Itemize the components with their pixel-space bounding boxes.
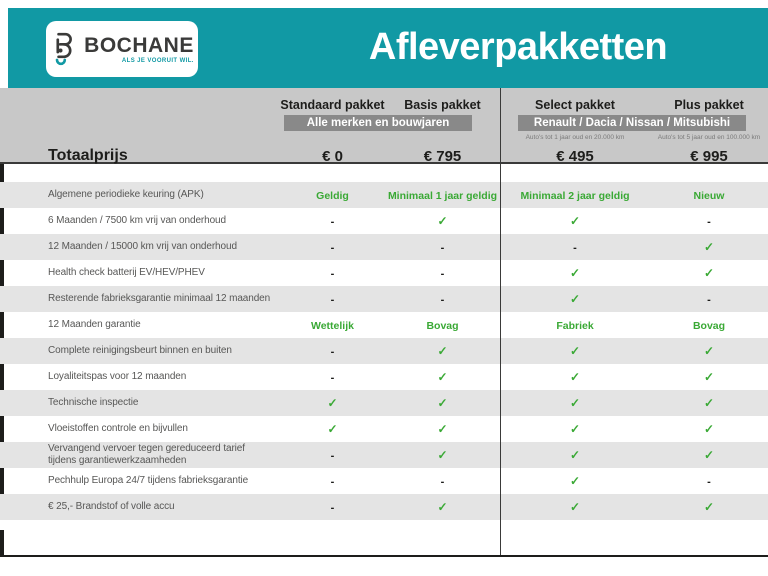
column-header-basis: Basis pakket [404, 98, 481, 112]
spacer-row [0, 164, 768, 182]
check-icon: ✓ [703, 422, 715, 436]
feature-rows [0, 182, 768, 520]
column-header-plus: Plus pakket [674, 98, 744, 112]
bochane-logo-icon [50, 29, 78, 69]
feature-label: 12 Maanden / 15000 km vrij van onderhoud [48, 240, 237, 252]
column-header-standaard: Standaard pakket [280, 98, 385, 112]
check-icon: ✓ [703, 344, 715, 358]
check-icon: ✓ [437, 500, 448, 514]
dash-value: - [573, 242, 577, 254]
check-icon: ✓ [327, 396, 338, 410]
check-icon: ✓ [437, 422, 448, 436]
feature-label: Loyaliteitspas voor 12 maanden [48, 370, 187, 382]
top-banner [8, 8, 768, 88]
feature-label: € 25,- Brandstof of volle accu [48, 500, 175, 512]
check-icon: ✓ [569, 474, 581, 488]
check-icon: ✓ [569, 370, 581, 384]
table-row [0, 364, 768, 390]
feature-label: Algemene periodieke keuring (APK) [48, 188, 204, 200]
dash-value: - [330, 372, 335, 384]
dash-value: - [440, 268, 445, 280]
check-icon: ✓ [437, 344, 448, 358]
badge-all-brands: Alle merken en bouwjaren [284, 115, 472, 131]
feature-table-body [0, 164, 768, 520]
check-icon: ✓ [437, 370, 448, 384]
table-row [0, 416, 768, 442]
feature-label: Vervangend vervoer tegen gereduceerd tarief tijdens garantiewerkzaamheden [48, 442, 245, 466]
check-icon: ✓ [703, 500, 715, 514]
note-select: Auto's tot 1 jaar oud en 20.000 km [525, 134, 625, 141]
brand-tagline: ALS JE VOORUIT WIL. [121, 57, 194, 64]
table-row [0, 286, 768, 312]
table-bottom-line [0, 555, 768, 557]
price-basis: € 795 [423, 147, 462, 165]
dash-value: - [330, 216, 335, 228]
feature-label: Pechhulp Europa 24/7 tijdens fabrieksgarantie [48, 474, 249, 486]
feature-label: Vloeistoffen controle en bijvullen [48, 422, 188, 434]
check-icon: ✓ [437, 448, 448, 462]
dash-value: - [707, 294, 711, 306]
check-icon: ✓ [569, 344, 581, 358]
badge-brands: Renault / Dacia / Nissan / Mitsubishi [518, 115, 746, 131]
price-select: € 495 [556, 147, 594, 165]
dash-value: - [440, 242, 445, 254]
column-header-select: Select pakket [535, 98, 615, 112]
table-row [0, 312, 768, 338]
table-row [0, 260, 768, 286]
check-icon: ✓ [437, 214, 448, 228]
table-row [0, 338, 768, 364]
check-icon: ✓ [703, 448, 715, 462]
check-icon: ✓ [569, 500, 581, 514]
table-row [0, 442, 768, 468]
check-icon: ✓ [703, 396, 715, 410]
dash-value: - [707, 216, 711, 228]
table-row [0, 208, 768, 234]
feature-label: Health check batterij EV/HEV/PHEV [48, 266, 205, 278]
check-icon: ✓ [569, 396, 581, 410]
dash-value: - [440, 476, 445, 488]
dash-value: - [707, 476, 711, 488]
text-value: Minimaal 1 jaar geldig [387, 190, 498, 202]
bochane-logo [46, 21, 198, 77]
check-icon: ✓ [569, 214, 581, 228]
dash-value: - [330, 294, 335, 306]
dash-value: - [330, 268, 335, 280]
brand-name: BOCHANE [84, 33, 194, 57]
dash-value: - [330, 476, 335, 488]
feature-label: 12 Maanden garantie [48, 318, 141, 330]
table-header [0, 88, 768, 164]
group-badges-row [0, 115, 768, 133]
text-value: Nieuw [693, 190, 725, 202]
table-row [0, 390, 768, 416]
feature-label: Complete reinigingsbeurt binnen en buiten [48, 344, 232, 356]
check-icon: ✓ [437, 396, 448, 410]
total-price-label: Totaalprijs [48, 147, 128, 164]
table-row [0, 468, 768, 494]
check-icon: ✓ [569, 448, 581, 462]
note-plus: Auto's tot 5 jaar oud en 100.000 km [657, 134, 761, 141]
price-standaard: € 0 [322, 147, 343, 165]
feature-label: 6 Maanden / 7500 km vrij van onderhoud [48, 214, 226, 226]
page-title: Afleverpakketten [368, 26, 668, 68]
feature-label: Resterende fabrieksgarantie minimaal 12 maanden [48, 292, 271, 304]
check-icon: ✓ [703, 266, 715, 280]
feature-label: Technische inspectie [48, 396, 139, 408]
price-plus: € 995 [690, 147, 728, 165]
table-row [0, 234, 768, 260]
dash-value: - [440, 294, 445, 306]
table-row [0, 494, 768, 520]
dash-value: - [330, 242, 335, 254]
text-value: Bovag [692, 320, 726, 332]
dash-value: - [330, 346, 335, 358]
text-value: Minimaal 2 jaar geldig [520, 190, 630, 202]
package-name-row [0, 88, 768, 114]
text-value: Bovag [426, 320, 459, 332]
check-icon: ✓ [703, 240, 715, 254]
check-icon: ✓ [703, 370, 715, 384]
text-value: Fabriek [556, 320, 594, 332]
table-row [0, 182, 768, 208]
check-icon: ✓ [569, 266, 581, 280]
check-icon: ✓ [569, 422, 581, 436]
check-icon: ✓ [569, 292, 581, 306]
text-value: Geldig [316, 190, 349, 202]
text-value: Wettelijk [311, 320, 354, 332]
dash-value: - [330, 450, 335, 462]
end-spacer-row [0, 530, 768, 555]
section-divider-line [500, 88, 501, 555]
check-icon: ✓ [327, 422, 338, 436]
dash-value: - [330, 502, 335, 514]
logo-text [84, 35, 194, 64]
column-notes-row [0, 133, 768, 144]
